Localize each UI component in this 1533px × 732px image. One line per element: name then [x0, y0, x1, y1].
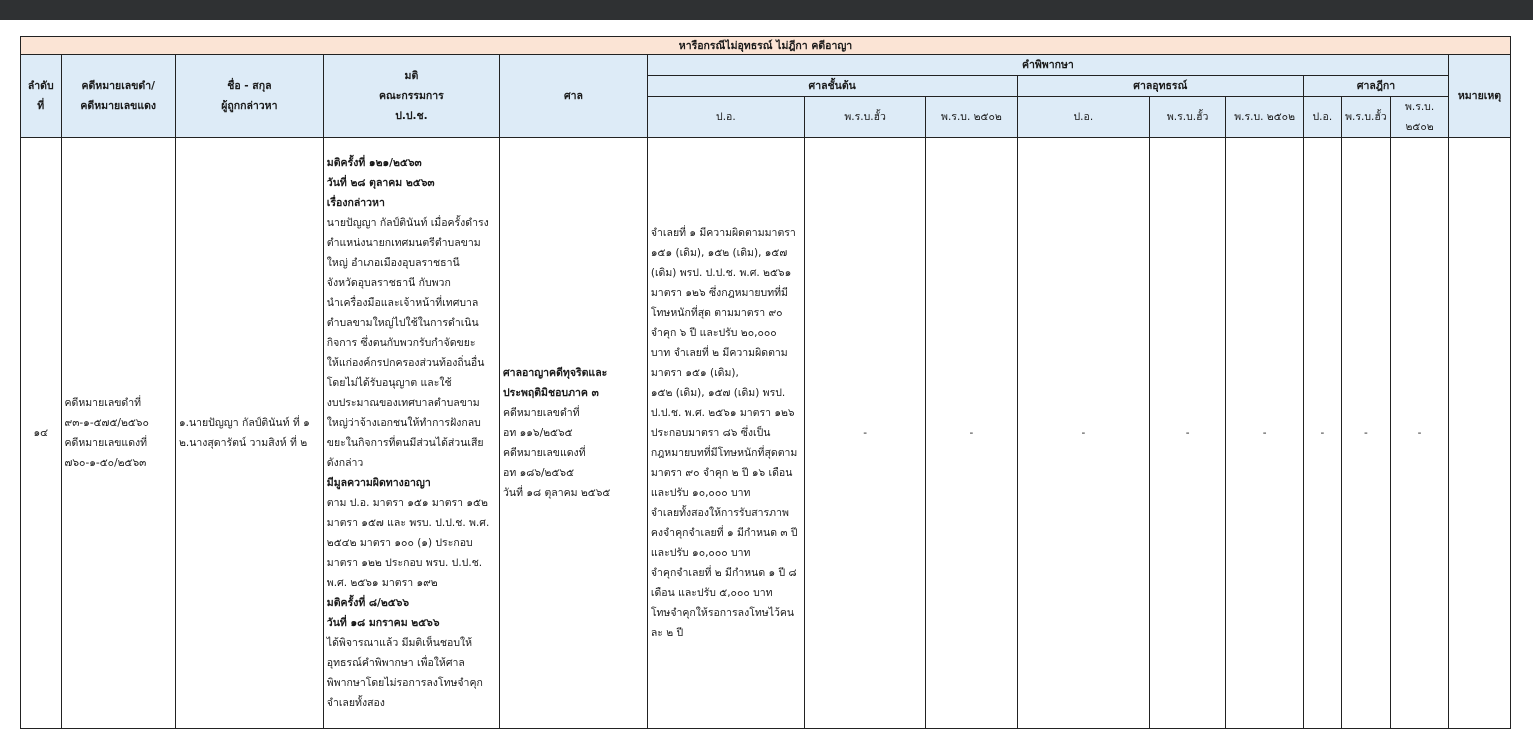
case-table	[20, 36, 1511, 729]
cell-name: ๑.นายปัญญา กัลป์ตินันท์ ที่ ๑ ๒.นางสุดารัตน์ วามสิงห์ ที่ ๒	[175, 138, 323, 729]
first-po-line: (เดิม) พรป. ป.ป.ช. พ.ศ. ๒๕๖๑	[650, 267, 792, 279]
cell-court	[500, 138, 648, 729]
first-po-line: โทษจำคุกให้รอการลงโทษไว้คน	[650, 607, 795, 619]
first-po-line: มาตรา ๑๕๑ (เดิม),	[650, 367, 739, 379]
first-po-line: และปรับ ๑๐,๐๐๐ บาท	[650, 487, 751, 499]
cell-first-hua: -	[804, 138, 926, 729]
cell-no: ๑๔	[21, 138, 62, 729]
first-po-line: จำเลยทั้งสองให้การรับสารภาพ	[650, 507, 789, 519]
first-po-line: ประกอบมาตรา ๘๖ ซึ่งเป็น	[650, 427, 771, 439]
first-po-line: และปรับ ๑๐,๐๐๐ บาท	[650, 547, 751, 559]
first-po-line: ป.ป.ช. พ.ศ. ๒๕๖๑ มาตรา ๑๒๖	[650, 407, 795, 419]
cell-resolution	[323, 138, 499, 729]
header-court: ศาล	[500, 55, 648, 138]
resolution-line: ใหญ่ อำเภอเมืองอุบลราชธานี	[326, 257, 460, 269]
resolution-line: กิจการ ซึ่งตนกับพวกรับกำจัดขยะ	[326, 337, 476, 349]
header-court-supreme: ศาลฎีกา	[1304, 76, 1449, 97]
header-first-po: ป.อ.	[647, 97, 804, 138]
first-po-line: จำคุกจำเลยที่ ๒ มีกำหนด ๑ ปี ๘	[650, 567, 797, 579]
court-line: ศาลอาญาคดีทุจริตและ	[503, 367, 608, 379]
resolution-line: นำเครื่องมือและเจ้าหน้าที่เทศบาล	[326, 297, 479, 309]
header-supreme-2502: พ.ร.บ. ๒๕๐๒	[1391, 97, 1449, 138]
resolution-line: ๒๕๔๒ มาตรา ๑๐๐ (๑) ประกอบ	[326, 537, 473, 549]
resolution-line: ตำแหน่งนายกเทศมนตรีตำบลขาม	[326, 237, 481, 249]
first-po-line: กฎหมายบทที่มีโทษหนักที่สุดตาม	[650, 447, 798, 459]
cell-case-no: คดีหมายเลขดำที่ ๙๓-๑-๕๗๕/๒๕๖๐ คดีหมายเลขแดงที่ ๗๖๐-๑-๕๐/๒๕๖๓	[61, 138, 175, 729]
resolution-line: ตาม ป.อ. มาตรา ๑๕๑ มาตรา ๑๕๒	[326, 497, 488, 509]
resolution-line: มีมูลความผิดทางอาญา	[326, 477, 431, 489]
resolution-line: มาตรา ๑๒๒ ประกอบ พรบ. ป.ป.ช.	[326, 557, 483, 569]
first-po-line: จำคุก ๖ ปี และปรับ ๒๐,๐๐๐	[650, 327, 777, 339]
first-po-line: จำเลยที่ ๑ มีความผิดตามมาตรา	[650, 227, 796, 239]
first-po-line: บาท จำเลยที่ ๒ มีความผิดตาม	[650, 347, 788, 359]
first-po-line: คงจำคุกจำเลยที่ ๑ มีกำหนด ๓ ปี	[650, 527, 798, 539]
resolution-line: มาตรา ๑๕๗ และ พรบ. ป.ป.ช. พ.ศ.	[326, 517, 490, 529]
header-court-first: ศาลชั้นต้น	[647, 76, 1017, 97]
cell-appeal-hua: -	[1150, 138, 1226, 729]
cell-supreme-hua: -	[1341, 138, 1391, 729]
court-line: วันที่ ๑๘ ตุลาคม ๒๕๖๕	[503, 487, 611, 499]
top-bar	[0, 0, 1533, 20]
header-first-2502: พ.ร.บ. ๒๕๐๒	[926, 97, 1017, 138]
resolution-line: พิพากษาโดยไม่รอการลงโทษจำคุก	[326, 677, 483, 689]
cell-first-po	[647, 138, 804, 729]
resolution-line: ให้แก่องค์กรปกครองส่วนท้องถิ่นอื่น	[326, 357, 485, 369]
court-line: อท ๑๘๖/๒๕๖๕	[503, 467, 575, 479]
cell-appeal-2502: -	[1226, 138, 1304, 729]
header-name: ชื่อ - สกุล ผู้ถูกกล่าวหา	[175, 55, 323, 138]
resolution-line: ดังกล่าว	[326, 457, 364, 469]
cell-remark	[1448, 138, 1510, 729]
court-line: ประพฤติมิชอบภาค ๓	[503, 387, 599, 399]
resolution-line: โดยไม่ได้รับอนุญาต และใช้	[326, 377, 452, 389]
first-po-line: โทษหนักที่สุด ตามมาตรา ๙๐	[650, 307, 783, 319]
first-po-line: ๑๕๑ (เดิม), ๑๕๒ (เดิม), ๑๕๗	[650, 247, 788, 259]
header-appeal-2502: พ.ร.บ. ๒๕๐๒	[1226, 97, 1304, 138]
header-court-appeal: ศาลอุทธรณ์	[1017, 76, 1304, 97]
table-row	[21, 138, 1511, 729]
resolution-line: ได้พิจารณาแล้ว มีมติเห็นชอบให้	[326, 637, 473, 649]
spreadsheet	[20, 36, 1511, 732]
resolution-line: จังหวัดอุบลราชธานี กับพวก	[326, 277, 451, 289]
resolution-line: เรื่องกล่าวหา	[326, 197, 385, 209]
first-po-line: มาตรา ๑๒๖ ซึ่งกฎหมายบทที่มี	[650, 287, 788, 299]
resolution-line: วันที่ ๒๘ ตุลาคม ๒๕๖๓	[326, 177, 435, 189]
header-appeal-po: ป.อ.	[1017, 97, 1150, 138]
resolution-line: อุทธรณ์คำพิพากษา เพื่อให้ศาล	[326, 657, 465, 669]
resolution-line: ใหญ่ว่าจ้างเอกชนให้ทำการฝังกลบ	[326, 417, 481, 429]
court-line: อท ๑๑๖/๒๕๖๕	[503, 427, 573, 439]
first-po-line: มาตรา ๙๐ จำคุก ๒ ปี ๑๖ เดือน	[650, 467, 793, 479]
court-line: คดีหมายเลขแดงที่	[503, 447, 586, 459]
header-no: ลำดับ ที่	[21, 55, 62, 138]
resolution-line: ตำบลขามใหญ่ไปใช้ในการดำเนิน	[326, 317, 479, 329]
cell-supreme-po: -	[1304, 138, 1341, 729]
resolution-line: วันที่ ๑๘ มกราคม ๒๕๖๖	[326, 617, 440, 629]
cell-first-2502: -	[926, 138, 1017, 729]
resolution-line: นายปัญญา กัลป์ตินันท์ เมื่อครั้งดำรง	[326, 217, 489, 229]
resolution-line: มติครั้งที่ ๘/๒๕๖๖	[326, 597, 410, 609]
resolution-line: มติครั้งที่ ๑๒๑/๒๕๖๓	[326, 157, 422, 169]
header-resolution: มติ คณะกรรมการ ป.ป.ช.	[323, 55, 499, 138]
first-po-line: ละ ๒ ปี	[650, 627, 684, 639]
header-remark: หมายเหตุ	[1448, 55, 1510, 138]
table-title: หารือกรณีไม่อุทธรณ์ ไม่ฎีกา คดีอาญา	[21, 37, 1511, 55]
resolution-line: พ.ศ. ๒๕๖๑ มาตรา ๑๙๒	[326, 577, 438, 589]
header-case-no: คดีหมายเลขดำ/ คดีหมายเลขแดง	[61, 55, 175, 138]
resolution-line: ขยะในกิจการที่ตนมีส่วนได้ส่วนเสีย	[326, 437, 484, 449]
header-supreme-po: ป.อ.	[1304, 97, 1341, 138]
header-first-hua: พ.ร.บ.ฮั้ว	[804, 97, 926, 138]
first-po-line: เดือน และปรับ ๕,๐๐๐ บาท	[650, 587, 773, 599]
resolution-line: จำเลยทั้งสอง	[326, 697, 385, 709]
court-line: คดีหมายเลขดำที่	[503, 407, 580, 419]
first-po-line: ๑๕๒ (เดิม), ๑๕๗ (เดิม) พรป.	[650, 387, 786, 399]
header-supreme-hua: พ.ร.บ.ฮั้ว	[1341, 97, 1391, 138]
resolution-line: งบประมาณของเทศบาลตำบลขาม	[326, 397, 480, 409]
cell-appeal-po: -	[1017, 138, 1150, 729]
cell-supreme-2502: -	[1391, 138, 1449, 729]
header-judgment: คำพิพากษา	[647, 55, 1448, 76]
header-appeal-hua: พ.ร.บ.ฮั้ว	[1150, 97, 1226, 138]
